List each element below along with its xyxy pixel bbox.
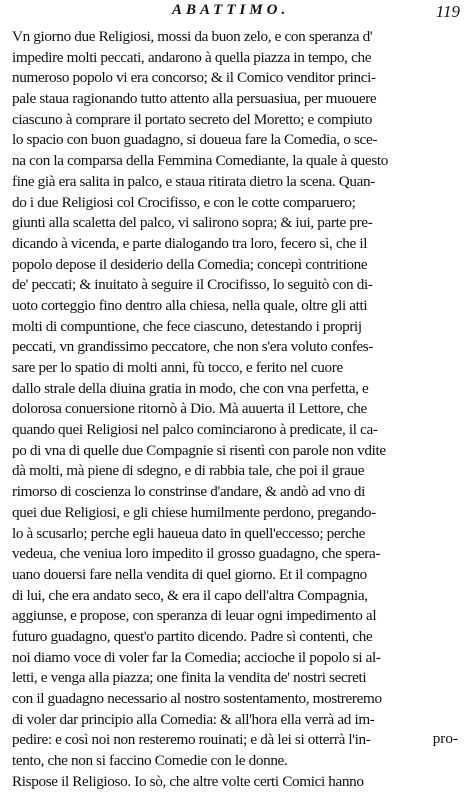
- text-line: Vn giorno due Religiosi, mossi da buon zelo, e con speranza d': [12, 28, 373, 45]
- text-line: pedire: e così noi non resteremo rouinati; e dà lei si otterrà l'in-: [12, 731, 371, 749]
- catchword: pro-: [432, 730, 458, 747]
- text-line: uano douersi fare nella vendita di quel giorno. Et il compagno: [12, 565, 367, 583]
- running-head: ABATTIMO.: [172, 2, 290, 18]
- text-line: pale staua ragionando tutto attento alla persuasiua, per muouere: [12, 90, 377, 108]
- text-line: lo spacio con buon guadagno, si doueua fare la Comedia, o sce-: [12, 131, 378, 149]
- text-line: numeroso popolo vi era concorso; & il Comico venditor princi-: [12, 69, 376, 87]
- text-line: dà molti, mà piene di sdegno, e di rabbia tale, che poi il graue: [12, 462, 365, 480]
- text-line: peccati, vn grandissimo peccatore, che non s'era voluto confes-: [12, 338, 374, 356]
- text-line: aggiunse, e propose, con speranza di leuar ogni impedimento al: [12, 607, 377, 625]
- text-line: futuro guadagno, quest'o partito dicendo. Padre sì contenti, che: [12, 627, 373, 645]
- text-line: vedeua, che veniua loro impedito il grosso guadagno, che spera-: [12, 545, 381, 563]
- text-line: de' peccati; & inuitato à seguire il Crocifisso, lo seguitò con di-: [12, 276, 373, 294]
- text-line: dallo strale della diuina gratia in modo, che con vna perfetta, e: [12, 379, 369, 397]
- text-line: popolo depose il desiderio della Comedia; concepì contritione: [12, 255, 368, 273]
- text-line: do i due Religiosi col Crocifisso, e con le cotte comparuero;: [12, 193, 356, 211]
- text-line: quei due Religiosi, e gli chiese humilmente perdono, pregando-: [12, 503, 376, 521]
- text-line: na con la comparsa della Femmina Comediante, la quale à questo: [12, 152, 388, 170]
- text-line: giunti alla scaletta del palco, vi salirono sopra; & iui, parte pre-: [12, 214, 373, 232]
- text-line: noi diamo voce di voler far la Comedia; accioche il popolo si al-: [12, 648, 381, 666]
- text-line: po di vna di quelle due Compagnie si risentì con parole non vdite: [12, 441, 386, 459]
- text-line: ciascuno à comprare il portato secreto del Moretto; e compiuto: [12, 110, 372, 128]
- text-line: Rispose il Religioso. Io sò, che altre volte certi Comici hanno: [12, 772, 364, 790]
- text-line: con il guadagno necessario al nostro sostentamento, mostreremo: [12, 690, 382, 707]
- text-line: impedire molti peccati, andarono à quella piazza in tempo, che: [12, 48, 372, 66]
- text-line: fine già era salita in palco, e staua ritirata dietro la scena. Quan-: [12, 172, 375, 190]
- text-line: di lui, che era andato seco, & era il capo dell'altra Compagnia,: [12, 586, 368, 604]
- text-line: dolorosa conuersione ritornò à Dio. Mà auuerta il Lettore, che: [12, 400, 367, 418]
- page-header: [0, 2, 472, 24]
- page-number: 119: [435, 2, 460, 21]
- text-line: tento, che non si faccino Comedie con le donne.: [12, 752, 288, 770]
- text-line: lo à scusarlo; perche egli haueua dato in quell'eccesso; perche: [12, 524, 366, 542]
- text-line: di voler dar principio alla Comedia: & all'hora ella verrà ad im-: [12, 710, 375, 728]
- text-line: uoto corteggio fino dentro alla chiesa, nella quale, oltre gli atti: [12, 296, 368, 314]
- text-line: dicando à vicenda, e parte dialogando tra loro, fecero sì, che il: [12, 234, 368, 252]
- text-line: sare per lo spatio di molti anni, fù tocco, e ferito nel cuore: [12, 359, 343, 376]
- text-line: quando quei Religiosi nel palco cominciarono à predicate, il ca-: [12, 421, 378, 439]
- text-line: rimorso di coscienza lo constrinse d'andare, & andò ad vno di: [12, 483, 365, 501]
- body-text: [12, 27, 467, 792]
- text-line: molti di compuntione, che fece ciascuno, detestando i proprij: [12, 317, 362, 335]
- text-line: letti, e venga alla piazza; one finita la vendita de' nostri secreti: [12, 669, 367, 687]
